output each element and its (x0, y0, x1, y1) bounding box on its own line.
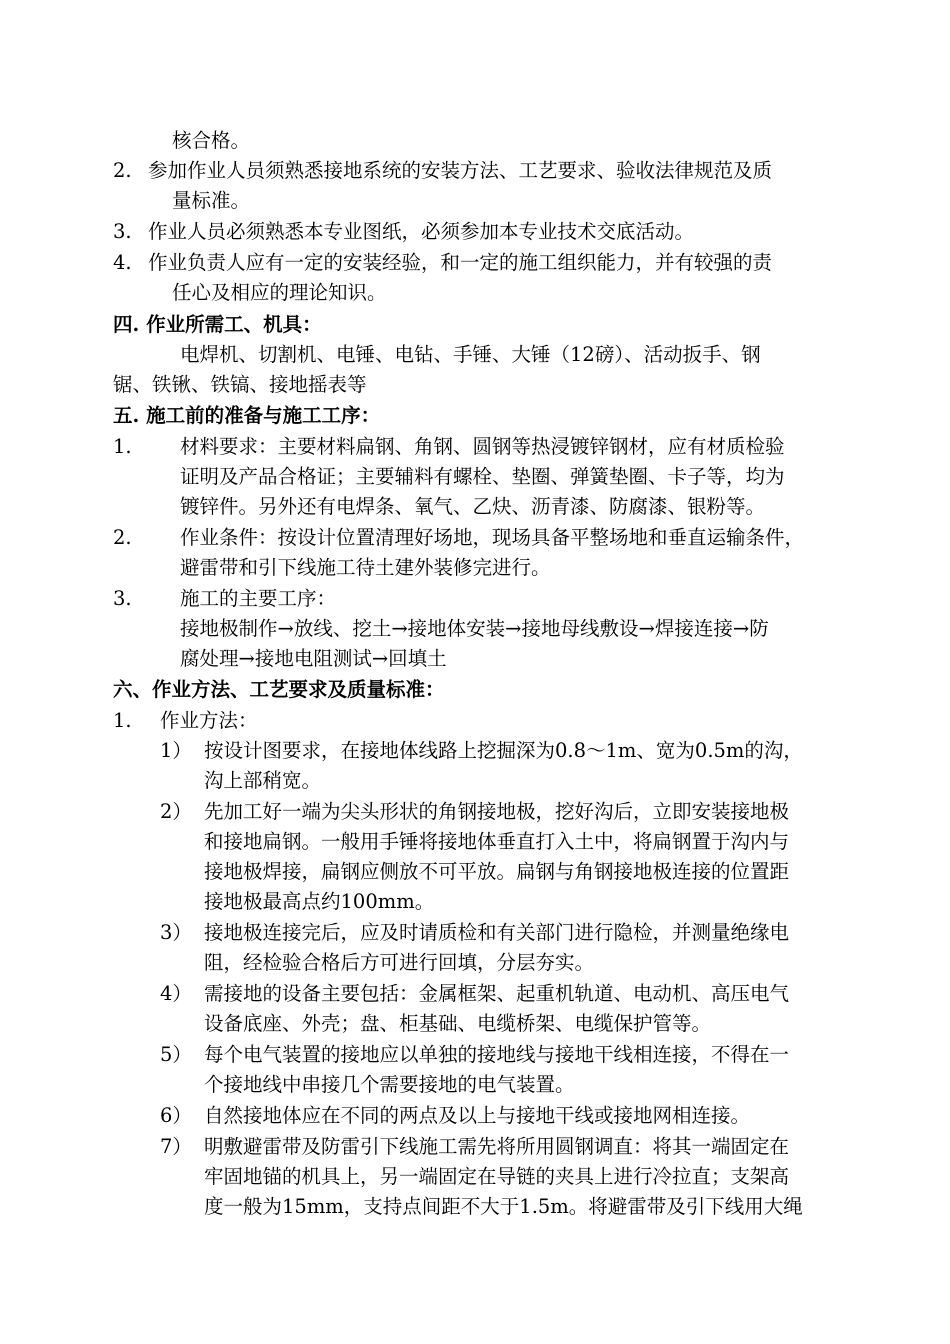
paragraph-line: 每个电气装置的接地应以单独的接地线与接地干线相连接，不得在一 (204, 1043, 790, 1066)
paragraph-line: 材料要求：主要材料扁钢、角钢、圆钢等热浸镀锌钢材，应有材质检验 (180, 435, 785, 458)
paragraph-line: 量标准。 (172, 189, 251, 212)
paragraph-line: 接地极焊接，扁钢应侧放不可平放。扁钢与角钢接地极连接的位置距 (204, 860, 790, 883)
item-number: 3. (113, 220, 132, 243)
sub-item-number: 5） (160, 1043, 192, 1066)
sub-item-number: 4） (160, 982, 192, 1005)
paragraph-line: 接地极制作→放线、挖土→接地体安装→接地母线敷设→焊接连接→防 (180, 617, 769, 640)
paragraph-line: 施工的主要工序： (180, 587, 337, 610)
item-number: 1. (113, 709, 132, 732)
paragraph-line: 阻，经检验合格后方可进行回填，分层夯实。 (204, 951, 595, 974)
paragraph-line: 作业负责人应有一定的安装经验，和一定的施工组织能力，并有较强的责 (148, 251, 773, 274)
sub-item-number: 3） (160, 921, 192, 944)
paragraph-line: 接地极最高点约100mm。 (204, 890, 435, 913)
paragraph-line: 设备底座、外壳；盘、柜基础、电缆桥架、电缆保护管等。 (204, 1012, 712, 1035)
paragraph-line: 避雷带和引下线施工待土建外装修完进行。 (180, 556, 551, 579)
sub-item-number: 1） (160, 739, 192, 762)
paragraph-line: 自然接地体应在不同的两点及以上与接地干线或接地网相连接。 (204, 1104, 751, 1127)
paragraph-line: 作业人员必须熟悉本专业图纸，必须参加本专业技术交底活动。 (148, 220, 695, 243)
section-heading: 四. 作业所需工、机具： (113, 313, 322, 336)
paragraph-line: 度一般为15mm，支持点间距不大于1.5m。将避雷带及引下线用大绳 (204, 1195, 803, 1218)
paragraph-line: 锯、铁锹、铁镐、接地摇表等 (113, 373, 367, 396)
paragraph-line: 任心及相应的理论知识。 (172, 281, 387, 304)
item-number: 1. (113, 435, 132, 458)
paragraph-line: 作业方法： (160, 709, 258, 732)
paragraph-line: 沟上部稍宽。 (204, 769, 322, 792)
paragraph-line: 明敷避雷带及防雷引下线施工需先将所用圆钢调直：将其一端固定在 (204, 1135, 790, 1158)
sub-item-number: 2） (160, 800, 192, 823)
paragraph-line: 镀锌件。另外还有电焊条、氧气、乙炔、沥青漆、防腐漆、银粉等。 (180, 495, 766, 518)
paragraph-line: 腐处理→接地电阻测试→回填土 (180, 647, 447, 670)
paragraph-line: 个接地线中串接几个需要接地的电气装置。 (204, 1073, 575, 1096)
paragraph-line: 电焊机、切割机、电锤、电钻、手锤、大锤（12磅）、活动扳手、钢 (180, 343, 761, 366)
continued-line: 核合格。 (172, 129, 251, 152)
paragraph-line: 按设计图要求，在接地体线路上挖掘深为0.8～1m、宽为0.5m的沟， (204, 739, 803, 762)
sub-item-number: 6） (160, 1104, 192, 1127)
paragraph-line: 作业条件：按设计位置清理好场地，现场具备平整场地和垂直运输条件， (180, 526, 805, 549)
section-heading: 五. 施工前的准备与施工工序： (113, 404, 381, 427)
paragraph-line: 先加工好一端为尖头形状的角钢接地极，挖好沟后，立即安装接地极 (204, 800, 790, 823)
paragraph-line: 参加作业人员须熟悉接地系统的安装方法、工艺要求、验收法律规范及质 (148, 159, 773, 182)
paragraph-line: 需接地的设备主要包括：金属框架、起重机轨道、电动机、高压电气 (204, 982, 790, 1005)
sub-item-number: 7） (160, 1135, 192, 1158)
item-number: 2. (113, 526, 132, 549)
paragraph-line: 牢固地锚的机具上，另一端固定在导链的夹具上进行冷拉直；支架高 (204, 1165, 790, 1188)
item-number: 3. (113, 587, 132, 610)
item-number: 2. (113, 159, 132, 182)
paragraph-line: 和接地扁钢。一般用手锤将接地体垂直打入土中，将扁钢置于沟内与 (204, 830, 790, 853)
section-heading: 六、作业方法、工艺要求及质量标准： (113, 678, 445, 701)
paragraph-line: 接地极连接完后，应及时请质检和有关部门进行隐检，并测量绝缘电 (204, 921, 790, 944)
paragraph-line: 证明及产品合格证；主要辅料有螺栓、垫圈、弹簧垫圈、卡子等，均为 (180, 465, 785, 488)
item-number: 4. (113, 251, 132, 274)
